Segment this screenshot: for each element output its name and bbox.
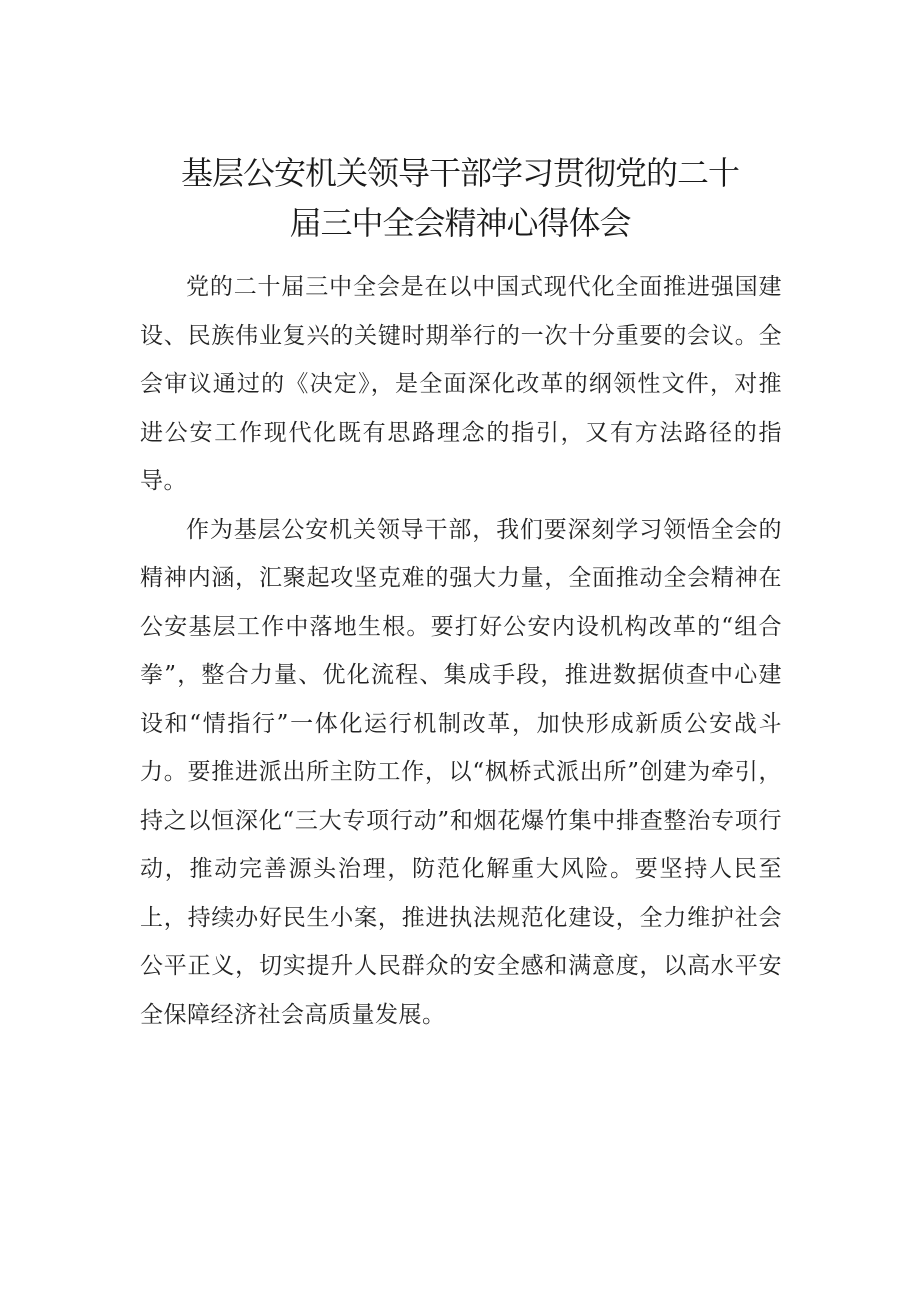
title-line-1: 基层公安机关领导干部学习贯彻党的二十 xyxy=(180,154,739,192)
paragraph-1: 党的二十届三中全会是在以中国式现代化全面推进强国建设、民族伟业复兴的关键时期举行的一次十分重要的会议。全会审议通过的《决定》，是全面深化改革的纲领性文件，对推进公安工作现代化既有思路理念的指引，又有方法路径的指导。 xyxy=(140,274,782,494)
document-body xyxy=(140,263,782,1039)
title-line-2: 届三中全会精神心得体会 xyxy=(289,204,631,242)
paragraph-2: 作为基层公安机关领导干部，我们要深刻学习领悟全会的精神内涵，汇聚起攻坚克难的强大力量，全面推动全会精神在公安基层工作中落地生根。要打好公安内设机构改革的“组合拳”，整合力量、优化流程、集成手段，推进数据侦查中心建设和“情指行”一体化运行机制改革，加快形成新质公安战斗力。要推进派出所主防工作，以“枫桥式派出所”创建为牵引，持之以恒深化“三大专项行动”和烟花爆竹集中排查整治专项行动，推动完善源头治理，防范化解重大风险。要坚持人民至上，持续办好民生小案，推进执法规范化建设，全力维护社会公平正义，切实提升人民群众的安全感和满意度，以高水平安全保障经济社会高质量发展。 xyxy=(140,516,782,1028)
document-title xyxy=(140,148,780,248)
